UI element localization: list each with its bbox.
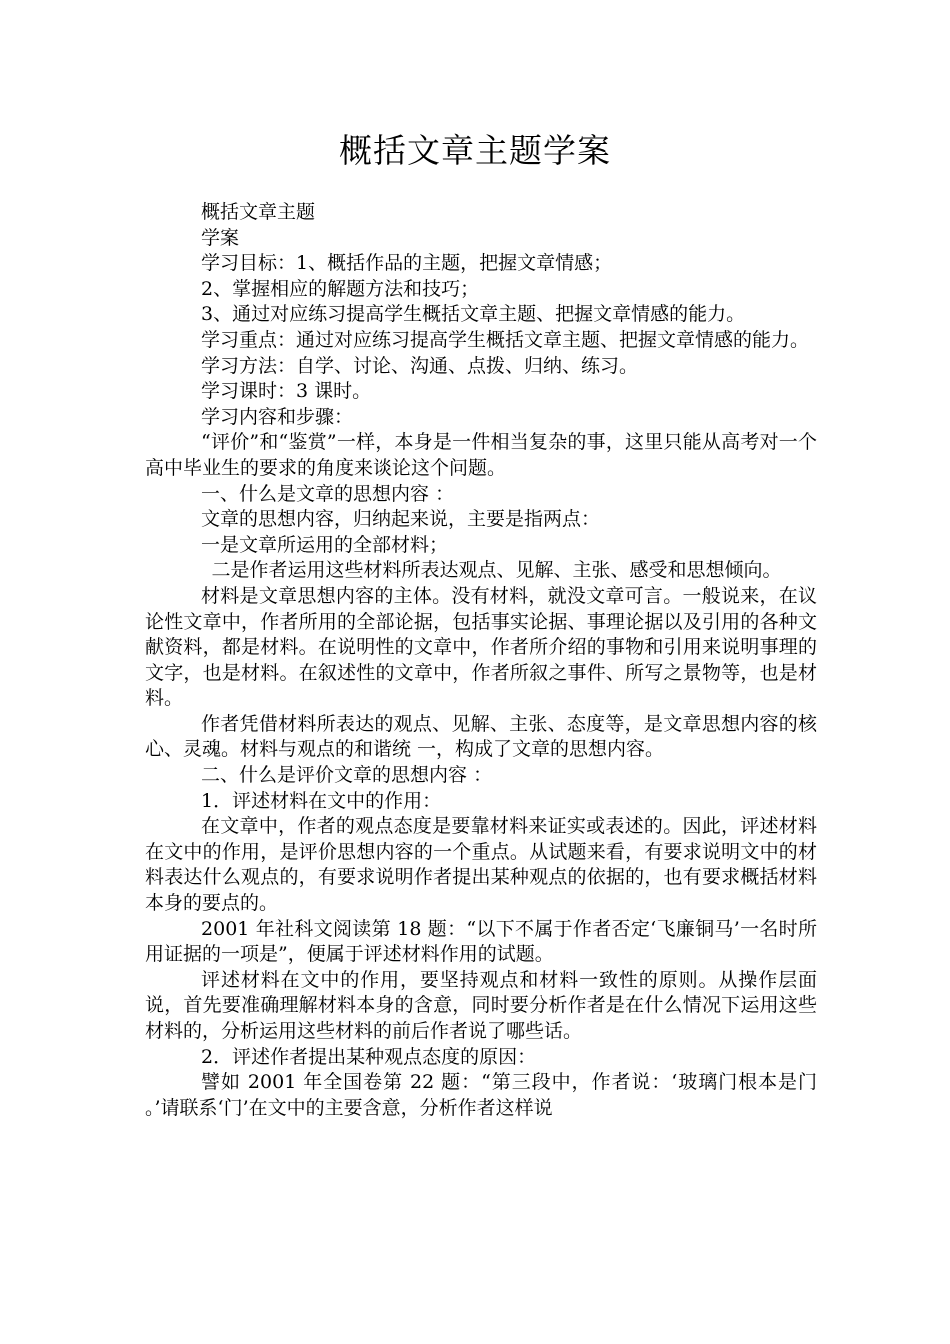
paragraph: 3、通过对应练习提高学生概括文章主题、把握文章情感的能力。 — [201, 303, 746, 326]
paragraph: 学习课时：3 课时。 — [201, 380, 372, 403]
paragraph: 学习内容和步骤： — [201, 405, 354, 428]
paragraph: “评价”和“鉴赏”一样，本身是一件相当复杂的事，这里只能从高考对一个高中毕业生的要求的角度来谈论这个问题。 — [145, 431, 817, 479]
paragraph: 作者凭借材料所表达的观点、见解、主张、态度等，是文章思想内容的核心、灵魂。材料与观点的和谐统 一，构成了文章的思想内容。 — [145, 712, 817, 761]
paragraph: 二是作者运用这些材料所表达观点、见解、主张、感受和思想倾向。 — [211, 559, 782, 582]
paragraph: 2001 年社科文阅读第 18 题：“以下不属于作者否定‘飞廉铜马’一名时所用证据的一项是”，便属于评述材料作用的试题。 — [145, 917, 817, 966]
paragraph: 2、掌握相应的解题方法和技巧； — [201, 277, 480, 300]
paragraph: 学案 — [201, 226, 240, 249]
paragraph: 一是文章所运用的全部材料； — [201, 533, 449, 556]
paragraph: 评述材料在文中的作用，要坚持观点和材料一致性的原则。从操作层面说，首先要准确理解材料本身的含意，同时要分析作者是在什么情况下运用这些材料的，分析运用这些材料的前后作者说了哪些话。 — [145, 968, 817, 1042]
paragraph: 学习方法：自学、讨论、沟通、点拨、归纳、练习。 — [201, 354, 639, 377]
paragraph: 一、什么是文章的思想内容 ： — [201, 482, 455, 505]
paragraph: 二、什么是评价文章的思想内容 ： — [201, 764, 493, 787]
document-body — [145, 200, 817, 1121]
paragraph: 材料是文章思想内容的主体。没有材料，就没文章可言。一般说来，在议论性文章中，作者所用的全部论据，包括事实论据、事理论据以及引用的各种文献资料，都是材料。在说明性的文章中，作者所介绍的事物和引用来说明事理的文字，也是材料。在叙述性的文章中，作者所叙之事件、所写之景物等，也是材料。 — [145, 584, 817, 710]
paragraph: 学习目标：1、概括作品的主题，把握文章情感； — [201, 252, 613, 275]
paragraph: 学习重点：通过对应练习提高学生概括文章主题、把握文章情感的能力。 — [201, 328, 810, 351]
paragraph: 文章的思想内容，归纳起来说，主要是指两点： — [201, 508, 601, 531]
document-title: 概括文章主题学案 — [339, 131, 611, 170]
paragraph: 在文章中，作者的观点态度是要靠材料来证实或表述的。因此，评述材料在文中的作用，是评价思想内容的一个重点。从试题来看，有要求说明文中的材料表达什么观点的，有要求说明作者提出某种观点的依据的，也有要求概括材料本身的要点的。 — [145, 815, 817, 915]
paragraph: 概括文章主题 — [201, 201, 316, 223]
paragraph: 1．评述材料在文中的作用： — [201, 789, 442, 812]
paragraph: 譬如 2001 年全国卷第 22 题：“第三段中，作者说：‘玻璃门根本是门 。’请联系‘门’在文中的主要含意，分析作者这样说 — [145, 1071, 817, 1119]
paragraph: 2．评述作者提出某种观点态度的原因： — [201, 1045, 537, 1068]
